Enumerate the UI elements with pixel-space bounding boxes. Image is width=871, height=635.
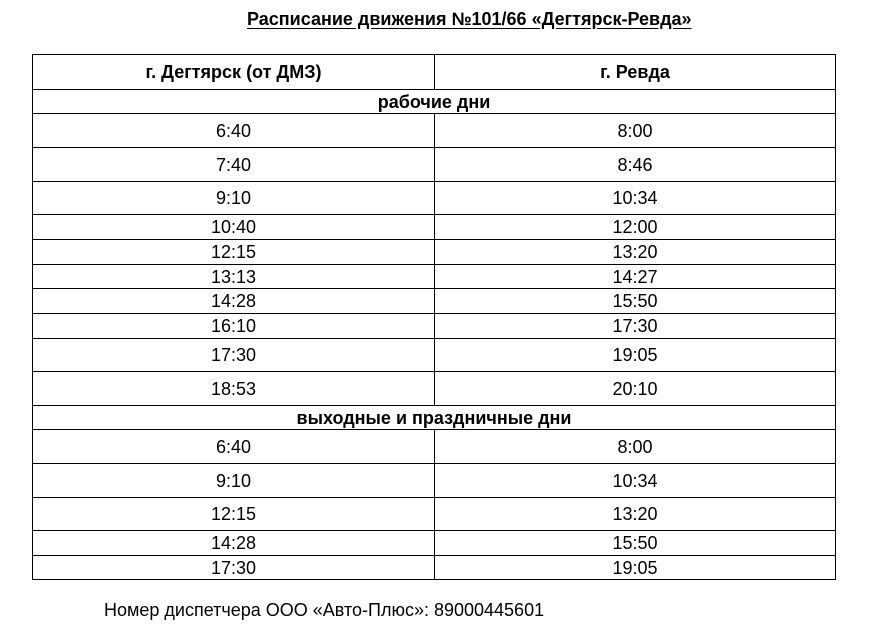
arrival-time: 20:10 [435, 372, 836, 406]
arrival-time: 19:05 [435, 339, 836, 372]
departure-time: 12:15 [33, 240, 435, 265]
departure-time: 17:30 [33, 556, 435, 580]
table-row [33, 498, 836, 531]
table-row [33, 182, 836, 215]
table-row [33, 289, 836, 314]
departure-time: 7:40 [33, 148, 435, 182]
schedule-table [32, 54, 836, 580]
column-header-revda: г. Ревда [435, 55, 836, 90]
arrival-time: 8:46 [435, 148, 836, 182]
departure-time: 6:40 [33, 114, 435, 148]
departure-time: 17:30 [33, 339, 435, 372]
table-row [33, 314, 836, 339]
dispatcher-phone: Номер диспетчера ООО «Авто-Плюс»: 89000445601 [104, 600, 545, 620]
arrival-time: 15:50 [435, 289, 836, 314]
table-row [33, 114, 836, 148]
departure-time: 6:40 [33, 430, 435, 464]
section-label-weekends: выходные и праздничные дни [33, 406, 836, 430]
arrival-time: 19:05 [435, 556, 836, 580]
table-row [33, 430, 836, 464]
departure-time: 9:10 [33, 464, 435, 498]
arrival-time: 17:30 [435, 314, 836, 339]
section-label-weekdays: рабочие дни [33, 90, 836, 114]
column-header-degtyarsk: г. Дегтярск (от ДМЗ) [33, 55, 435, 90]
table-row [33, 464, 836, 498]
departure-time: 9:10 [33, 182, 435, 215]
departure-time: 16:10 [33, 314, 435, 339]
arrival-time: 14:27 [435, 265, 836, 289]
page-title: Расписание движения №101/66 «Дегтярск-Ревда» [247, 9, 692, 29]
table-row [33, 556, 836, 580]
arrival-time: 12:00 [435, 215, 836, 240]
table-row [33, 339, 836, 372]
arrival-time: 10:34 [435, 182, 836, 215]
departure-time: 12:15 [33, 498, 435, 531]
table-row [33, 372, 836, 406]
table-header-row [33, 55, 836, 90]
arrival-time: 10:34 [435, 464, 836, 498]
arrival-time: 8:00 [435, 430, 836, 464]
departure-time: 10:40 [33, 215, 435, 240]
arrival-time: 13:20 [435, 240, 836, 265]
table-row [33, 531, 836, 556]
table-row [33, 215, 836, 240]
departure-time: 18:53 [33, 372, 435, 406]
arrival-time: 8:00 [435, 114, 836, 148]
departure-time: 13:13 [33, 265, 435, 289]
table-row [33, 265, 836, 289]
table-row [33, 240, 836, 265]
arrival-time: 15:50 [435, 531, 836, 556]
departure-time: 14:28 [33, 531, 435, 556]
section-row-weekends [33, 406, 836, 430]
table-row [33, 148, 836, 182]
departure-time: 14:28 [33, 289, 435, 314]
arrival-time: 13:20 [435, 498, 836, 531]
section-row-weekdays [33, 90, 836, 114]
